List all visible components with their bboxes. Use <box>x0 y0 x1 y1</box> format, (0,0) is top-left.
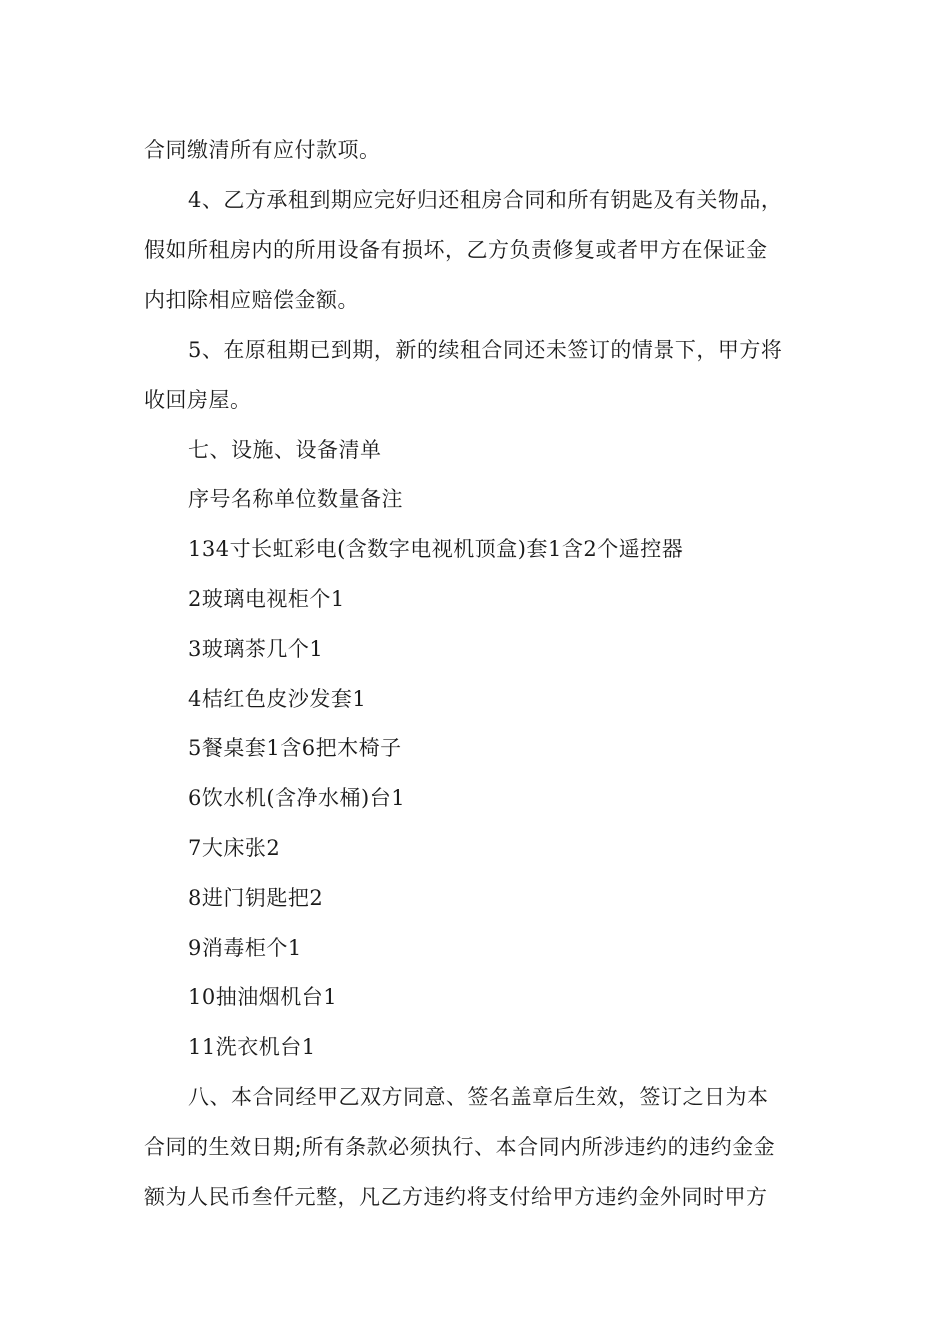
section-8-line-1: 八、本合同经甲乙双方同意、签名盖章后生效，签订之日为本 <box>188 1085 769 1109</box>
clause-4-line-3: 内扣除相应赔偿金额。 <box>144 288 359 312</box>
equipment-item-7: 7大床张2 <box>188 836 281 860</box>
equipment-item-11: 11洗衣机台1 <box>188 1035 316 1059</box>
equipment-item-9: 9消毒柜个1 <box>188 936 302 960</box>
clause-4-line-2: 假如所租房内的所用设备有损坏，乙方负责修复或者甲方在保证金 <box>144 238 768 262</box>
clause-4-line-1: 4、乙方承租到期应完好归还租房合同和所有钥匙及有关物品， <box>188 188 783 212</box>
text-line-1: 合同缴清所有应付款项。 <box>144 138 381 162</box>
equipment-item-2: 2玻璃电视柜个1 <box>188 587 345 611</box>
equipment-item-4: 4桔红色皮沙发套1 <box>188 687 367 711</box>
section-8-line-2: 合同的生效日期;所有条款必须执行、本合同内所涉违约的违约金金 <box>144 1135 776 1159</box>
equipment-item-3: 3玻璃茶几个1 <box>188 637 324 661</box>
section-8-line-3: 额为人民币叁仟元整，凡乙方违约将支付给甲方违约金外同时甲方 <box>144 1185 768 1209</box>
equipment-item-5: 5餐桌套1含6把木椅子 <box>188 736 402 760</box>
equipment-list-header: 序号名称单位数量备注 <box>188 487 403 511</box>
section-7-heading: 七、设施、设备清单 <box>188 438 382 462</box>
equipment-item-6: 6饮水机(含净水桶)台1 <box>188 786 406 810</box>
equipment-item-8: 8进门钥匙把2 <box>188 886 324 910</box>
clause-5-line-2: 收回房屋。 <box>144 388 252 412</box>
clause-5-line-1: 5、在原租期已到期，新的续租合同还未签订的情景下，甲方将 <box>188 338 783 362</box>
equipment-item-10: 10抽油烟机台1 <box>188 985 338 1009</box>
equipment-item-1: 134寸长虹彩电(含数字电视机顶盒)套1含2个遥控器 <box>188 537 684 561</box>
